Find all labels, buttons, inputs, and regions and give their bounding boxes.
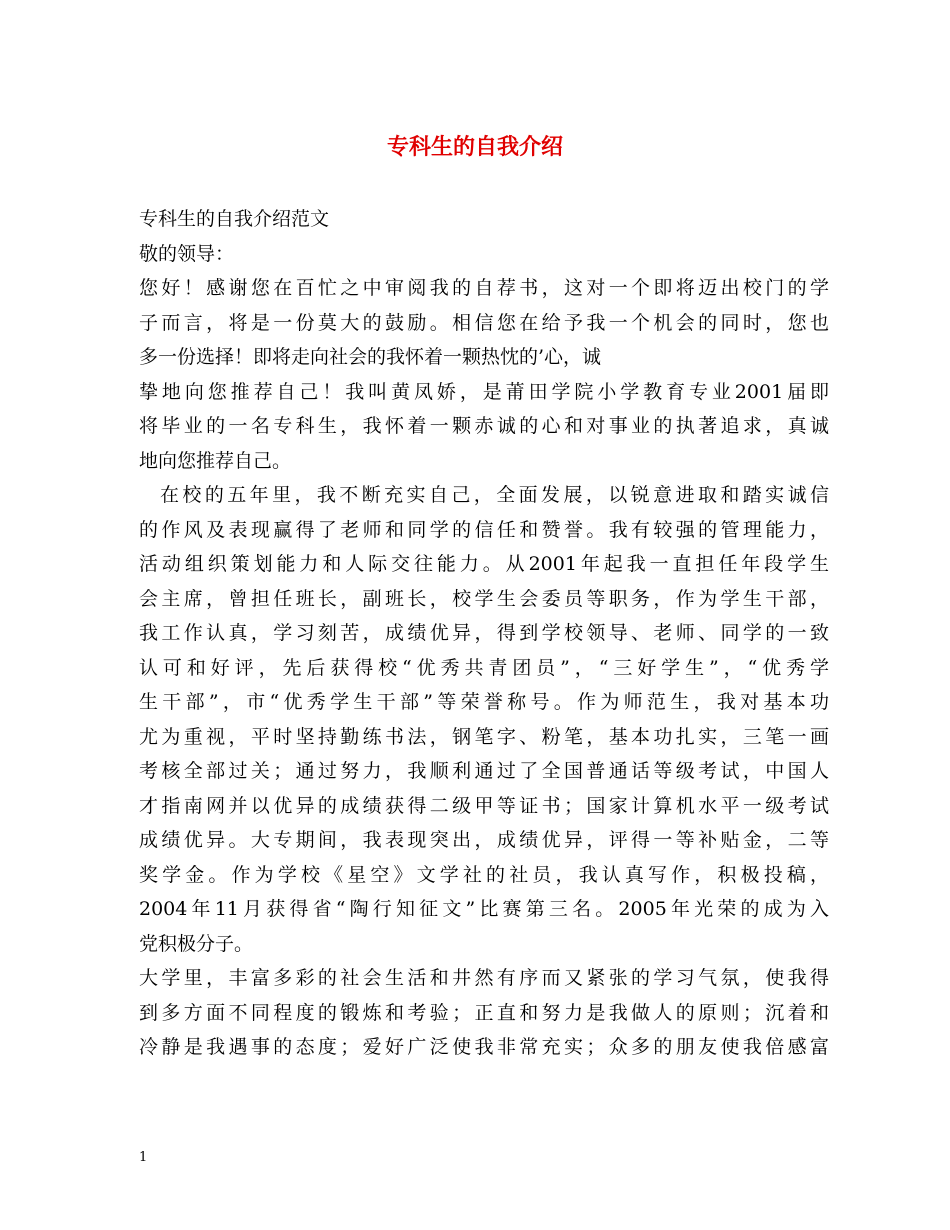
- text-line: 的作风及表现赢得了老师和同学的信任和赞誉。我有较强的管理能力，: [139, 518, 829, 541]
- text-line: 党积极分子。: [139, 932, 254, 955]
- text-line: 地向您推荐自己。: [139, 449, 292, 472]
- text-line: 在校的五年里，我不断充实自己，全面发展，以锐意进取和踏实诚信: [160, 484, 829, 506]
- text-line: 挚地向您推荐自己！我叫黄凤娇，是莆田学院小学教育专业2001届即: [139, 380, 829, 403]
- page-number: 1: [139, 1150, 148, 1165]
- text-line: 将毕业的一名专科生，我怀着一颗赤诚的心和对事业的执著追求，真诚: [139, 415, 829, 437]
- text-line: 尤为重视，平时坚持勤练书法，钢笔字、粉笔，基本功扎实，三笔一画: [139, 725, 829, 748]
- text-line: 奖学金。作为学校《星空》文学社的社员，我认真写作，积极投稿，: [139, 863, 829, 886]
- text-line: 成绩优异。大专期间，我表现突出，成绩优异，评得一等补贴金，二等: [139, 829, 829, 851]
- text-line: 到多方面不同程度的锻炼和考验；正直和努力是我做人的原则；沉着和: [139, 1001, 829, 1024]
- text-line: 敬的领导：: [139, 242, 235, 265]
- text-line: 专科生的自我介绍范文: [139, 208, 330, 230]
- text-line: 才指南网并以优异的成绩获得二级甲等证书；国家计算机水平一级考试: [139, 794, 829, 817]
- text-line: 会主席，曾担任班长，副班长，校学生会委员等职务，作为学生干部，: [139, 587, 829, 610]
- text-line: 认可和好评，先后获得校“优秀共青团员”，“三好学生”，“优秀学: [139, 656, 829, 679]
- document-body: [139, 202, 829, 1065]
- text-line: 我工作认真，学习刻苦，成绩优异，得到学校领导、老师、同学的一致: [139, 622, 829, 644]
- text-line: 子而言，将是一份莫大的鼓励。相信您在给予我一个机会的同时，您也: [139, 311, 829, 334]
- text-line: 大学里，丰富多彩的社会生活和井然有序而又紧张的学习气氛，使我得: [139, 967, 829, 989]
- text-line: 活动组织策划能力和人际交往能力。从2001年起我一直担任年段学生: [139, 553, 829, 575]
- text-line: 多一份选择！即将走向社会的我怀着一颗热忱的’心，诚: [139, 346, 602, 368]
- text-line: 生干部”，市“优秀学生干部”等荣誉称号。作为师范生，我对基本功: [139, 691, 829, 713]
- text-line: 考核全部过关；通过努力，我顺利通过了全国普通话等级考试，中国人: [139, 760, 829, 782]
- document-title: 专科生的自我介绍: [386, 134, 563, 160]
- text-line: 冷静是我遇事的态度；爱好广泛使我非常充实；众多的朋友使我倍感富: [139, 1036, 829, 1058]
- text-line: 2004年11月获得省“陶行知征文”比赛第三名。2005年光荣的成为入: [139, 898, 829, 920]
- text-line: 您好！感谢您在百忙之中审阅我的自荐书，这对一个即将迈出校门的学: [139, 277, 829, 299]
